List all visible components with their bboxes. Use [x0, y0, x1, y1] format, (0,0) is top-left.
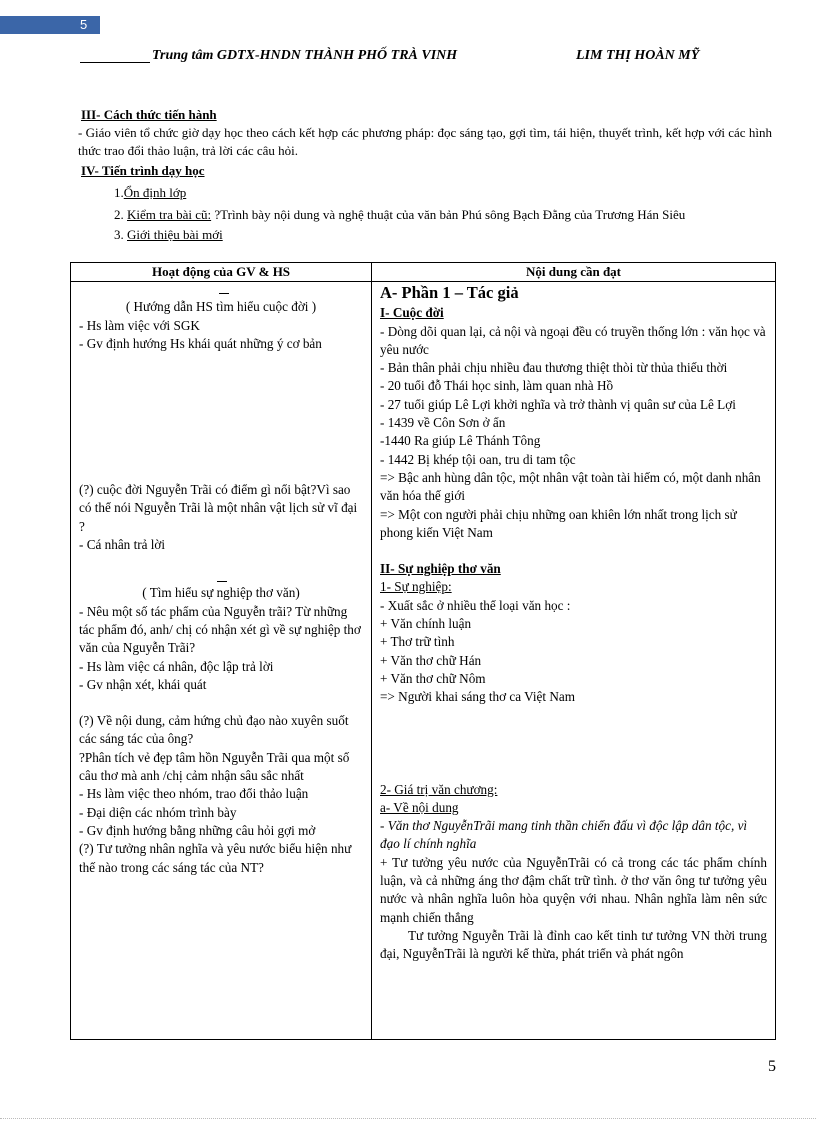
- value-title: 2- Giá trị văn chương:: [380, 781, 498, 797]
- bottom-dotted-line: [0, 1118, 816, 1119]
- section-process-title: IV- Tiến trình dạy học: [81, 163, 205, 178]
- right-item: -1440 Ra giúp Lê Thánh Tông: [380, 433, 541, 449]
- page-number: 5: [768, 1058, 776, 1075]
- page-tab-number: 5: [80, 17, 88, 32]
- left-item: - Hs làm việc với SGK: [79, 317, 200, 333]
- right-item: - Văn thơ NguyễnTrãi mang tinh thần chiến đấu vì độc lập dân tộc, vì đạo lí chính nghĩa: [380, 818, 748, 852]
- right-item: + Văn chính luận: [380, 616, 472, 632]
- right-item: + Tư tưởng yêu nước của NguyễnTrãi có cả trong các tác phẩm chính luận, và cả những áng thơ đậm chất trữ tình. ở thơ văn ông tư tưởng yêu nước và nhân nghĩa luôn hòa quyện với nhau. Nhân nghĩa làm nên sức mạnh chiến thắng: [380, 854, 767, 925]
- step-2-text: ?Trình bày nội dung và nghệ thuật của văn bản Phú sông Bạch Đằng của Trương Hán Siêu: [211, 207, 686, 222]
- right-item: - 1439 về Côn Sơn ở ẩn: [380, 415, 506, 431]
- right-item: - 1442 Bị khép tội oan, tru di tam tộc: [380, 451, 576, 467]
- step-1-number: 1.: [114, 185, 124, 200]
- section-methods-title: III- Cách thức tiến hành: [81, 107, 217, 122]
- left-question-content: (?) Về nội dung, cảm hứng chủ đạo nào xuyên suốt các sáng tác của ông?: [79, 713, 349, 747]
- table-body-row: [71, 282, 776, 1040]
- left-question-life: (?) cuộc đời Nguyễn Trãi có điểm gì nổi bật?Vì sao có thể nói Nguyễn Trãi là một nhân vật lịch sử vĩ đại ?: [79, 482, 358, 534]
- left-item: - Cá nhân trả lời: [79, 537, 166, 553]
- section-process: [78, 162, 772, 244]
- part-a-title: A- Phần 1 – Tác giả: [380, 283, 519, 303]
- table-header-row: [71, 263, 776, 282]
- step-2-number: 2.: [114, 207, 124, 222]
- left-question-ideology: (?) Tư tưởng nhân nghĩa và yêu nước biểu hiện như thế nào trong các sáng tác của NT?: [79, 841, 352, 875]
- left-item: - Gv định hướng bằng những câu hỏi gợi mở: [79, 822, 316, 838]
- section-methods-text: - Giáo viên tổ chức giờ dạy học theo cách kết hợp các phương pháp: đọc sáng tạo, gợi tìm, tái hiện, thuyết trình, kết hợp với các hình thức trao đổi thảo luận, trả lời các câu hỏi.: [78, 125, 772, 158]
- right-item: - Dòng dõi quan lại, cả nội và ngoại đều có truyền thống lớn : văn học và yêu nước: [380, 323, 766, 357]
- right-item: => Một con người phải chịu những oan khiên lớn nhất trong lịch sử phong kiến Việt Nam: [380, 506, 737, 540]
- left-item: - Nêu một số tác phẩm của Nguyễn trãi? Từ những tác phẩm đó, anh/ chị có nhận xét gì về sự nghiệp thơ văn của Nguyễn Trãi?: [79, 603, 361, 656]
- step-2: [78, 206, 772, 224]
- right-item: Tư tưởng Nguyễn Trãi là đỉnh cao kết tinh tư tưởng VN thời trung đại, NguyễnTrãi là người kế thừa, phát triển và phát ngôn: [380, 927, 767, 962]
- left-question-soul: ?Phân tích vẻ đẹp tâm hồn Nguyễn Trãi qua một số câu thơ mà anh /chị cảm nhận sâu sắc nhất: [79, 749, 350, 784]
- career-title: II- Sự nghiệp thơ văn: [380, 561, 501, 577]
- header-author: LIM THỊ HOÀN MỸ: [576, 48, 700, 63]
- step-1: [114, 184, 772, 202]
- section-methods: [78, 106, 772, 160]
- left-mark-1: [79, 282, 363, 298]
- left-guide-career: ( Tìm hiểu sự nghiệp thơ văn): [142, 585, 300, 601]
- left-item: - Hs làm việc cá nhân, độc lập trả lời: [79, 658, 274, 674]
- left-mark-2: [79, 554, 363, 584]
- right-item: - 20 tuổi đỗ Thái học sinh, làm quan nhà Hồ: [380, 378, 614, 394]
- left-item: - Gv định hướng Hs khái quát những ý cơ bản: [79, 335, 322, 351]
- step-3-number: 3.: [114, 227, 124, 242]
- right-item: => Bậc anh hùng dân tộc, một nhân vật toàn tài hiếm có, một danh nhân văn hóa thế giới: [380, 469, 761, 504]
- right-item: - Xuất sắc ở nhiều thể loại văn học :: [380, 597, 571, 613]
- right-item: => Người khai sáng thơ ca Việt Nam: [380, 689, 575, 705]
- left-guide-life: ( Hướng dẫn HS tìm hiểu cuộc đời ): [125, 299, 317, 315]
- step-1-label: Ổn định lớp: [123, 185, 187, 200]
- page-tab: [0, 16, 100, 34]
- table-left-cell: [71, 282, 372, 1040]
- right-item: - Bản thân phải chịu nhiều đau thương thiệt thòi từ thủa thiếu thời: [380, 360, 728, 376]
- right-item: + Thơ trữ tình: [380, 634, 455, 650]
- left-item: - Gv nhận xét, khái quát: [79, 676, 207, 692]
- left-item: - Đại diện các nhóm trình bày: [79, 804, 237, 820]
- header-blank-line: [80, 62, 150, 63]
- right-item: + Văn thơ chữ Hán: [380, 652, 482, 668]
- step-2-label: Kiểm tra bài cũ:: [127, 207, 212, 222]
- content-title: a- Về nội dung: [380, 799, 459, 815]
- right-item: - 27 tuổi giúp Lê Lợi khởi nghĩa và trở thành vị quân sư của Lê Lợi: [380, 396, 736, 412]
- lesson-table: [70, 262, 776, 1040]
- step-3: [114, 226, 772, 244]
- header-organization: Trung tâm GDTX-HNDN THÀNH PHỐ TRÀ VINH: [152, 48, 458, 63]
- table-head-right: Nội dung cần đạt: [372, 263, 776, 282]
- career-subtitle: 1- Sự nghiệp:: [380, 579, 452, 595]
- table-right-cell: [372, 282, 776, 1040]
- page-header: [80, 48, 740, 70]
- step-3-label: Giới thiệu bài mới: [127, 227, 223, 242]
- left-item: - Hs làm việc theo nhóm, trao đổi thảo luận: [79, 786, 309, 802]
- right-item: + Văn thơ chữ Nôm: [380, 670, 486, 686]
- table-head-left: Hoạt động của GV & HS: [71, 263, 372, 282]
- life-title: I- Cuộc đời: [380, 305, 444, 321]
